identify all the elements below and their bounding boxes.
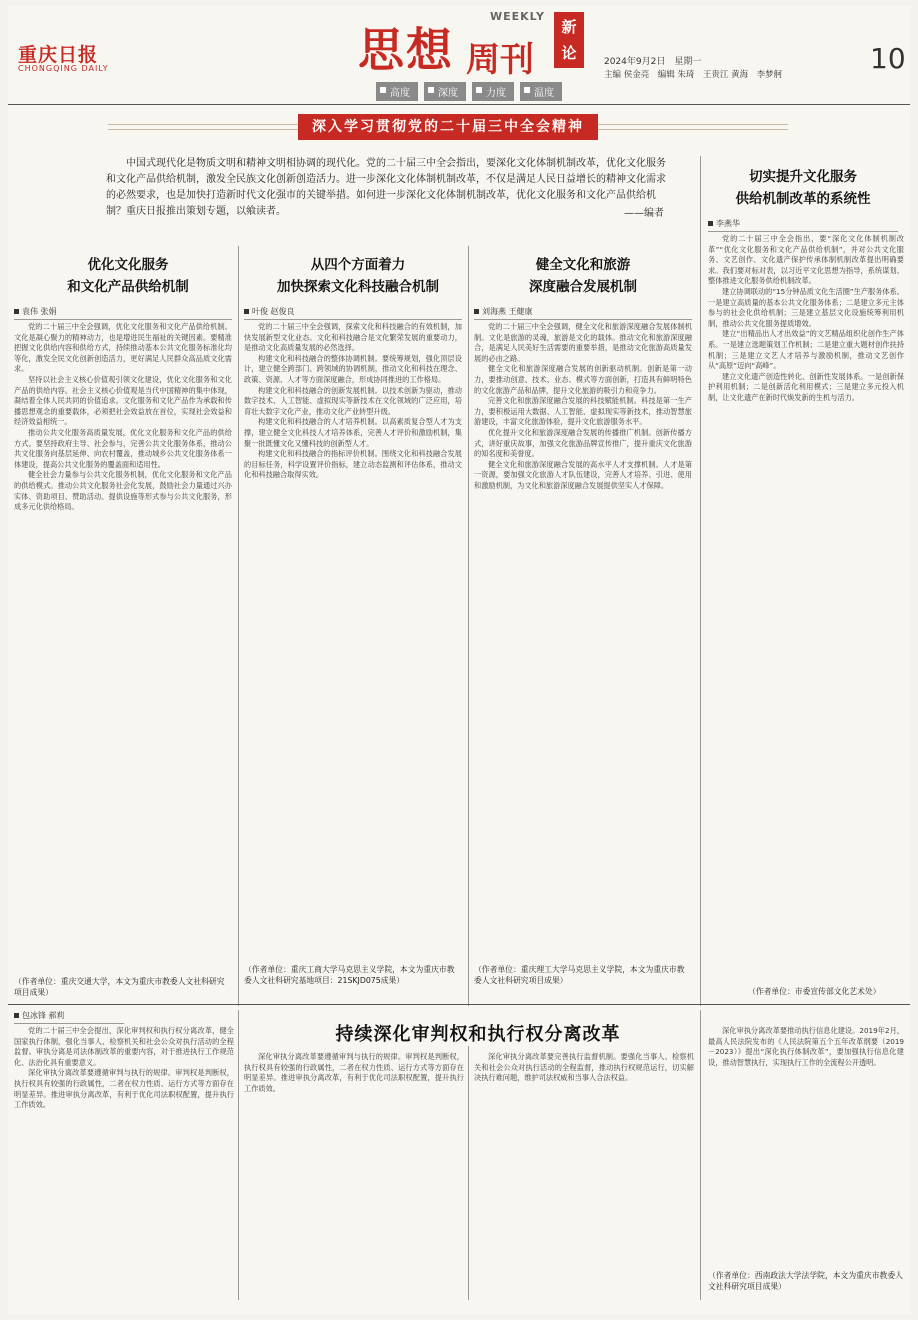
- intro-sign: ——编者: [624, 208, 664, 219]
- author-note: （作者单位：重庆工商大学马克思主义学院，本文为重庆市教委人文社科研究基地项目：21SKJD075成果）: [244, 965, 455, 985]
- article-byline: 李燕华: [708, 218, 898, 232]
- paragraph: 完善文化和旅游深度融合发展的科技赋能机制。科技是第一生产力，要积极运用大数据、人工智能、虚拟现实等新技术，推动智慧旅游建设，丰富文化旅游体验，提升文化旅游服务水平。: [474, 396, 692, 427]
- headline-line: 切实提升文化服务: [749, 169, 857, 185]
- badge-char: 论: [561, 44, 577, 62]
- page-number: 10: [870, 42, 906, 75]
- topic-tag: 高度: [376, 82, 418, 101]
- article-byline: 袁伟 张娟: [14, 306, 232, 320]
- paragraph: 深化审执分离改革要遵循审判与执行的规律。审判权是判断权，执行权具有较强的行政属性，二者在权力性质、运行方式等方面存在明显差异。推进审执分离改革，有利于优化司法职权配置，提升执行工作质效。: [244, 1052, 464, 1093]
- editor-intro: 中国式现代化是物质文明和精神文明相协调的现代化。党的二十届三中全会指出，要深化文化体制机制改革，优化文化服务和文化产品供给机制，激发全民族文化创新创造活力。进一步深化文化体制机制改革，不仅是满足人民日益增长的精神文化需求的必然要求，也是加快打造新时代文化强市的关键举措。如何进一步深化文化体制机制改革，优化文化服务和文化产品供给机制？重庆日报推出策划专题，以飨读者。: [106, 158, 666, 217]
- headline-line: 供给机制改革的系统性: [735, 191, 871, 207]
- divider: [8, 104, 910, 105]
- topic-bar: [376, 82, 562, 101]
- article-headline: [28, 254, 228, 298]
- section-title: 思想: [358, 23, 454, 77]
- column-divider: [700, 1010, 701, 1300]
- author-note: （作者单位：重庆理工大学马克思主义学院，本文为重庆市教委人文社科研究项目成果）: [474, 965, 685, 985]
- article-headline: [478, 254, 688, 298]
- article-byline: 包冰锋 郝莉: [14, 1010, 124, 1024]
- paragraph: 构建文化和科技融合的创新发展机制。以技术创新为驱动，推动数字技术、人工智能、虚拟现实等新技术在文化领域的广泛应用，培育壮大数字文化产业，推动文化产业转型升级。: [244, 385, 462, 416]
- newspaper-page: [8, 6, 910, 1314]
- editors-line: 主编 侯金亮 编辑 朱琦 王贵江 黄海 李梦舸: [604, 70, 783, 80]
- paragraph: 党的二十届三中全会强调，探索文化和科技融合的有效机制，加快发展新型文化业态。文化和科技融合是文化繁荣发展的重要动力，是推动文化高质量发展的必然选择。: [244, 322, 462, 353]
- article-body: [474, 322, 692, 952]
- paragraph: 党的二十届三中全会强调，健全文化和旅游深度融合发展体制机制。文化是旅游的灵魂，旅游是文化的载体。推动文化和旅游深度融合，是满足人民美好生活需要的重要举措，是推动文化旅游高质量发展的必由之路。: [474, 322, 692, 363]
- article-body: [474, 1052, 694, 1292]
- headline-line: 深度融合发展机制: [529, 279, 637, 295]
- xinlun-badge: [554, 12, 584, 68]
- section-subtitle: 周刊: [466, 40, 534, 80]
- paragraph: 党的二十届三中全会提出，深化审判权和执行权分离改革，健全国家执行体制，强化当事人、检察机关和社会公众对执行活动的全程监督。审执分离是司法体制改革的重要内容，对于推进执行工作规范化、法治化具有重要意义。: [14, 1026, 234, 1067]
- article-byline: 刘海燕 王健康: [474, 306, 692, 320]
- headline-line: 加快探索文化科技融合机制: [277, 279, 439, 295]
- column-divider: [238, 246, 239, 1006]
- paper-logo-en: CHONGQING DAILY: [18, 64, 109, 73]
- article-body: [14, 1026, 234, 1286]
- headline-line: 健全文化和旅游: [535, 257, 631, 273]
- article-body: [14, 322, 232, 972]
- paragraph: 建立文化遗产创造性转化、创新性发展体系。一是创新保护利用机制；二是创新活化利用模式；三是建立多元投入机制，让文化遗产在新时代焕发新的生机与活力。: [708, 371, 904, 402]
- paragraph: 构建文化和科技融合的整体协调机制。要统筹规划，强化顶层设计，建立健全跨部门、跨领域的协调机制，推动文化和科技在理念、政策、资源、人才等方面深度融合，形成协同推进的工作格局。: [244, 353, 462, 384]
- author-note: （作者单位：重庆交通大学，本文为重庆市教委人文社科研究项目成果）: [14, 977, 225, 997]
- issue-date: 2024年9月2日 星期一: [604, 57, 702, 67]
- paragraph: 深化审执分离改革要推动执行信息化建设。2019年2月，最高人民法院发布的《人民法院第五个五年改革纲要（2019－2023）》提出“深化执行体制改革”，要加强执行信息化建设，推动智慧执行，实现执行工作的全流程公开透明。: [708, 1026, 904, 1067]
- article-body: [244, 322, 462, 952]
- topic-tag: 深度: [424, 82, 466, 101]
- author-note: （作者单位：市委宣传部文化艺术处）: [748, 987, 881, 996]
- column-divider: [468, 1046, 469, 1300]
- paragraph: 健全社会力量参与公共文化服务机制，优化文化服务和文化产品的供给模式。推动公共文化服务社会化发展，鼓励社会力量通过兴办实体、资助项目、赞助活动、提供设施等形式参与公共文化服务，形成多元化供给格局。: [14, 470, 232, 512]
- paragraph: 健全文化和旅游深度融合发展的创新驱动机制。创新是第一动力，要推动创意、技术、业态、模式等方面创新，打造具有鲜明特色的文化旅游产品和品牌，提升文化旅游的吸引力和竞争力。: [474, 364, 692, 395]
- author-note: （作者单位：西南政法大学法学院，本文为重庆市教委人文社科研究项目成果）: [708, 1271, 903, 1291]
- topic-tag: 力度: [472, 82, 514, 101]
- column-divider: [700, 156, 701, 1006]
- paragraph: 优化提升文化和旅游深度融合发展的传播推广机制。创新传播方式，讲好重庆故事，加强文化旅游品牌宣传推广，提升重庆文化旅游的知名度和美誉度。: [474, 427, 692, 459]
- paragraph: 构建文化和科技融合的指标评价机制。围绕文化和科技融合发展的目标任务，科学设置评价指标，建立动态监测和评估体系，推动文化和科技融合取得实效。: [244, 449, 462, 480]
- article-body: [244, 1052, 464, 1292]
- paragraph: 推动公共文化服务高质量发展，优化文化服务和文化产品的供给方式。要坚持政府主导、社会参与，完善公共文化服务体系，推动公共文化服务向基层延伸、向农村覆盖，推动城乡公共文化服务体系一体建设，提高公共文化服务的覆盖面和适用性。: [14, 427, 232, 469]
- paragraph: 深化审执分离改革要遵循审判与执行的规律。审判权是判断权，执行权具有较强的行政属性，二者在权力性质、运行方式等方面存在明显差异。推进审执分离改革，有利于优化司法职权配置，提升执行工作质效。: [14, 1068, 234, 1110]
- paragraph: 党的二十届三中全会强调，优化文化服务和文化产品供给机制。文化是凝心聚力的精神动力，也是增进民生福祉的关键因素。要精准把握文化供给内容和供给方式，持续推动基本公共文化服务标准化均等化，激发全民文化创新创造活力，更好满足人民群众高品质文化需求。: [14, 322, 232, 374]
- article-headline: [248, 254, 468, 298]
- paragraph: 建立“出精品出人才出效益”的文艺精品组织化创作生产体系。一是建立选题策划工作机制；二是建立重大题材创作扶持机制；三是建立文艺人才培养与激励机制，推动文艺创作从“高原”迈向“高峰”。: [708, 329, 904, 371]
- column-divider: [238, 1010, 239, 1300]
- paragraph: 构建文化和科技融合的人才培养机制。以高素质复合型人才为支撑，建立健全文化科技人才培养体系，完善人才评价和激励机制，集聚一批既懂文化又懂科技的创新型人才。: [244, 417, 462, 448]
- paper-logo: 重庆日报: [18, 44, 99, 66]
- headline-line: 优化文化服务: [87, 257, 169, 273]
- topic-banner: [108, 112, 788, 142]
- article-headline: 持续深化审判权和执行权分离改革: [335, 1024, 621, 1045]
- article-body: [708, 234, 904, 974]
- headline-line: 从四个方面着力: [310, 257, 406, 273]
- paragraph: 党的二十届三中全会指出，要“深化文化体制机制改革”“优化文化服务和文化产品供给机制”，并对公共文化服务、文艺创作、文化遗产保护传承体制机制改革提出明确要求。我们要对标对表，以习近平文化思想为指导，系统谋划、整体推进文化服务供给机制改革。: [708, 234, 904, 286]
- paragraph: 建立协调联动的“15分钟品质文化生活圈”生产服务体系。一是建立高质量的基本公共文化服务体系；二是建立多元主体参与的社会化供给机制；三是建立基层文化设施统筹利用机制，推动公共文化服务提质增效。: [708, 286, 904, 328]
- paragraph: 坚持以社会主义核心价值观引领文化建设，优化文化服务和文化产品的供给内容。社会主义核心价值观是当代中国精神的集中体现，凝结着全体人民共同的价值追求。文化服务和文化产品作为承载和传播思想观念的重要载体，必须把社会效益放在首位，实现社会效益和经济效益相统一。: [14, 374, 232, 427]
- banner-label: 深入学习贯彻党的二十届三中全会精神: [298, 114, 598, 140]
- paragraph: 健全文化和旅游深度融合发展的高水平人才支撑机制。人才是第一资源，要加强文化旅游人才队伍建设，完善人才培养、引进、使用和激励机制，为文化和旅游深度融合发展提供坚实人才保障。: [474, 459, 692, 490]
- paragraph: 深化审执分离改革要完善执行监督机制。要强化当事人、检察机关和社会公众对执行活动的全程监督，推动执行权规范运行，切实解决执行难问题，维护司法权威和当事人合法权益。: [474, 1052, 694, 1083]
- column-divider: [468, 246, 469, 1006]
- weekly-label: WEEKLY: [490, 10, 545, 23]
- topic-tag: 温度: [520, 82, 562, 101]
- article-headline: [708, 166, 898, 210]
- masthead: [8, 6, 910, 106]
- badge-char: 新: [561, 18, 577, 36]
- headline-line: 和文化产品供给机制: [67, 279, 189, 295]
- article-byline: 叶俊 赵俊良: [244, 306, 462, 320]
- article-body: [708, 1026, 904, 1268]
- divider: [8, 1004, 910, 1005]
